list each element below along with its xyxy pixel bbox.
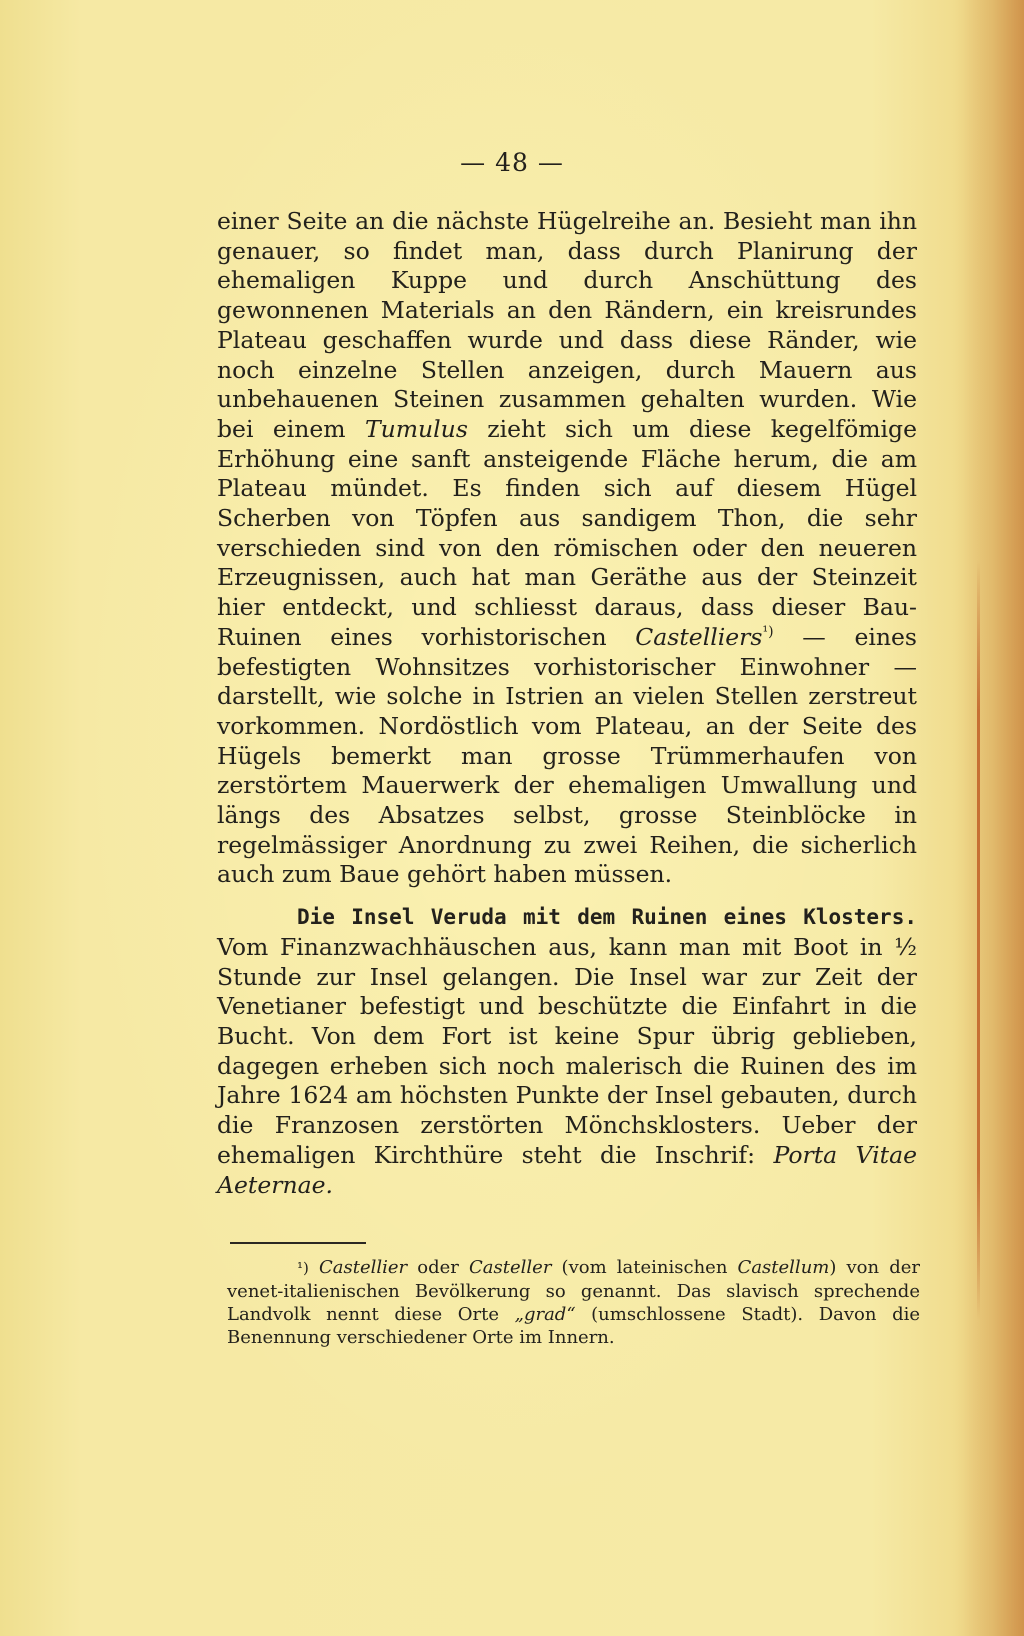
footnote-text-a: oder [407, 1257, 470, 1278]
paragraph-1 [217, 207, 917, 890]
footnote-italic-castellier: Castellier [319, 1257, 408, 1278]
footnote-italic-casteller: Casteller [469, 1257, 552, 1278]
main-text [217, 207, 917, 1200]
footnote-italic-castellum: Castellum [737, 1257, 830, 1278]
footnote-divider [230, 1242, 366, 1244]
paragraph-2 [217, 902, 917, 1200]
footnote-text-d: (umschlossene Stadt). Davon die Benennung verschiedener Orte im Innern. [227, 1304, 921, 1348]
paragraph-1-text-c: — eines befestigten Wohnsitzes vorhistorischer Einwohner — darstellt, wie solche in Istrien an vielen Stellen zerstreut vorkommen. Nordöstlich vom Plateau, an der Seite des Hügels bemerkt man grosse Trümmerhaufen von zerstörtem Mauerwerk der ehemaligen Umwallung und längs des Absatzes selbst, grosse Steinblöcke in regelmässiger Anordnung zu zwei Reihen, die sicherlich auch zum Baue gehört haben müssen. [217, 622, 917, 889]
inscription-text: Porta Vitae Aeternae. [217, 1140, 917, 1199]
paragraph-1-text-b: zieht sich um diese kegelfömige Erhöhung eine sanft ansteigende Fläche herum, die am Plateau mündet. Es finden sich auf diesem Hügel Scherben von Töpfen aus sandigem Thon, die sehr verschieden sind von den römischen oder den neueren Erzeugnissen, auch hat man Geräthe aus der Steinzeit hier entdeckt, und schliesst daraus, dass dieser Bau-Ruinen eines vorhistorischen [217, 414, 917, 651]
page-number: — 48 — [460, 148, 564, 177]
page-edge-stain [954, 0, 1024, 1636]
footnote-text-b: (vom lateinischen [551, 1257, 738, 1278]
footnote-text-c: ) von der venet-italienischen Bevölkerung so genannt. Das slavisch sprechende Landvolk nennt diese Orte [227, 1257, 921, 1325]
paragraph-2-fraction: ½ [894, 932, 917, 961]
footnote [227, 1256, 920, 1349]
paragraph-2-text-a: Vom Finanzwachhäuschen aus, kann man mit Boot in [217, 932, 895, 961]
page-edge-mark [977, 560, 980, 1320]
paragraph-2-text-b: Stunde zur Insel gelangen. Die Insel war zur Zeit der Venetianer befestigt und beschützte die Einfahrt in die Bucht. Von dem Fort ist keine Spur übrig geblieben, dagegen erheben sich noch malerisch die Ruinen des im Jahre 1624 am höchsten Punkte der Insel gebauten, durch die Franzosen zerstörten Mönchsklosters. Ueber der ehemaligen Kirchthüre steht die Inschrif: [217, 962, 917, 1169]
paragraph-1-text-a: einer Seite an die nächste Hügelreihe an. Besieht man ihn genauer, so findet man, dass durch Planirung der ehemaligen Kuppe und durch Anschüttung des gewonnenen Materials an den Rändern, ein kreisrundes Plateau geschaffen wurde und dass diese Ränder, wie noch einzelne Stellen anzeigen, durch Mauern aus unbehauenen Steinen zusammen gehalten wurden. Wie bei einem [217, 207, 917, 443]
paragraph-1-italic-tumulus: Tumulus [364, 414, 468, 443]
footnote-italic-grad: „grad“ [514, 1304, 576, 1325]
footnote-reference: ¹) [762, 624, 774, 641]
section-heading: Die Insel Veruda mit dem Ruinen eines Klosters. [297, 905, 917, 930]
footnote-mark: ¹) [297, 1259, 309, 1277]
paragraph-1-italic-castelliers: Castelliers [635, 622, 763, 651]
